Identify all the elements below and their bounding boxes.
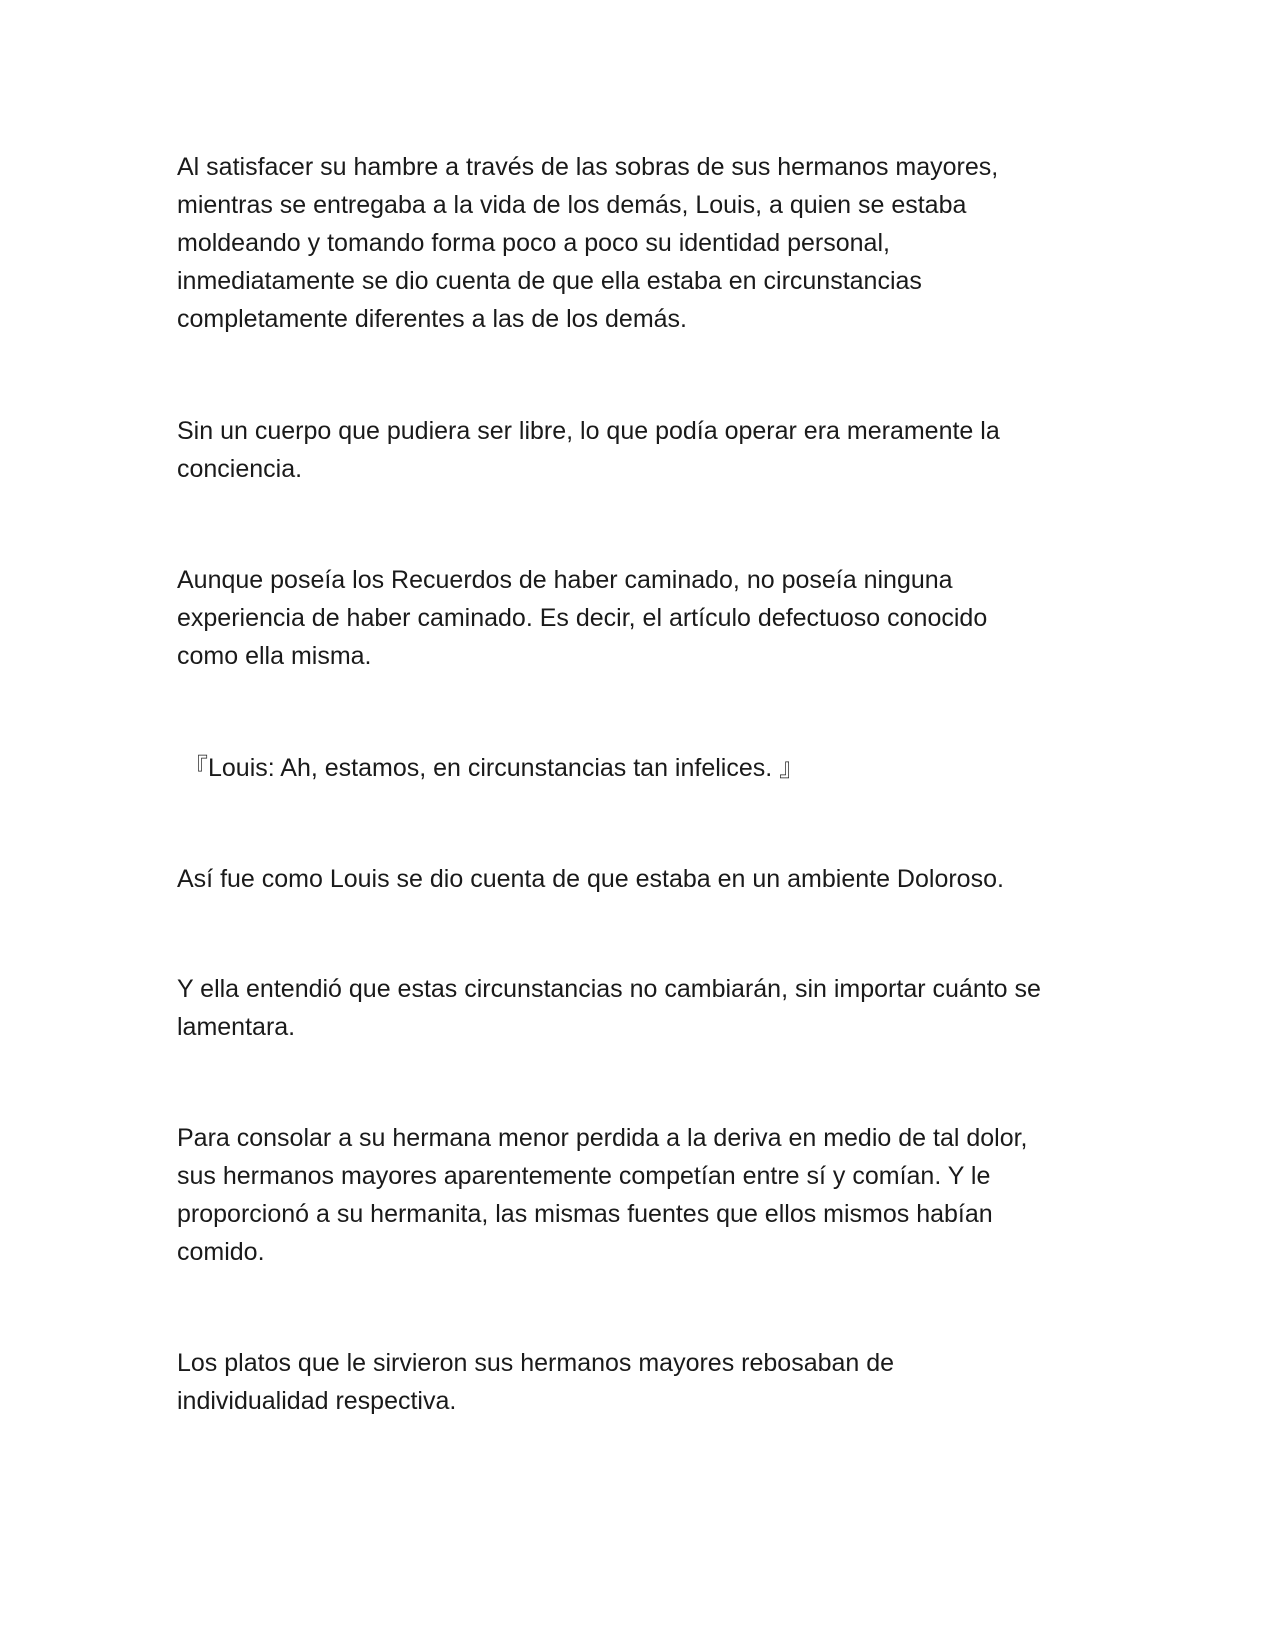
- paragraph-6: [177, 970, 1117, 1046]
- paragraph-line: Y ella entendió que estas circunstancias no cambiarán, sin importar cuánto se: [177, 975, 1041, 1003]
- paragraph-line: moldeando y tomando forma poco a poco su identidad personal,: [177, 229, 890, 257]
- dialogue-quote: [183, 749, 1123, 787]
- paragraph-3: [177, 561, 1117, 675]
- paragraph-line: sus hermanos mayores aparentemente competían entre sí y comían. Y le: [177, 1162, 991, 1190]
- paragraph-8: [177, 1344, 1117, 1420]
- paragraph-line: Los platos que le sirvieron sus hermanos mayores rebosaban de: [177, 1349, 895, 1377]
- paragraph-line: proporcionó a su hermanita, las mismas fuentes que ellos mismos habían: [177, 1200, 993, 1228]
- paragraph-line: Sin un cuerpo que pudiera ser libre, lo que podía operar era meramente la: [177, 417, 1000, 445]
- paragraph-line: Así fue como Louis se dio cuenta de que estaba en un ambiente Doloroso.: [177, 865, 1004, 893]
- paragraph-line: inmediatamente se dio cuenta de que ella estaba en circunstancias: [177, 267, 922, 295]
- paragraph-line: individualidad respectiva.: [177, 1387, 457, 1415]
- paragraph-line: completamente diferentes a las de los demás.: [177, 305, 687, 333]
- paragraph-line: Al satisfacer su hambre a través de las sobras de sus hermanos mayores,: [177, 153, 999, 181]
- paragraph-line: conciencia.: [177, 455, 303, 483]
- paragraph-1: [177, 148, 1117, 338]
- paragraph-line: mientras se entregaba a la vida de los demás, Louis, a quien se estaba: [177, 191, 967, 219]
- paragraph-2: [177, 412, 1117, 488]
- paragraph-line: Aunque poseía los Recuerdos de haber caminado, no poseía ninguna: [177, 566, 953, 594]
- paragraph-line: lamentara.: [177, 1013, 296, 1041]
- paragraph-5: [177, 860, 1117, 898]
- paragraph-line: como ella misma.: [177, 642, 372, 670]
- paragraph-line: Para consolar a su hermana menor perdida a la deriva en medio de tal dolor,: [177, 1124, 1028, 1152]
- paragraph-line: comido.: [177, 1238, 265, 1266]
- paragraph-line: experiencia de haber caminado. Es decir, el artículo defectuoso conocido: [177, 604, 988, 632]
- paragraph-line: 『Louis: Ah, estamos, en circunstancias tan infelices. 』: [183, 754, 805, 782]
- paragraph-7: [177, 1119, 1117, 1271]
